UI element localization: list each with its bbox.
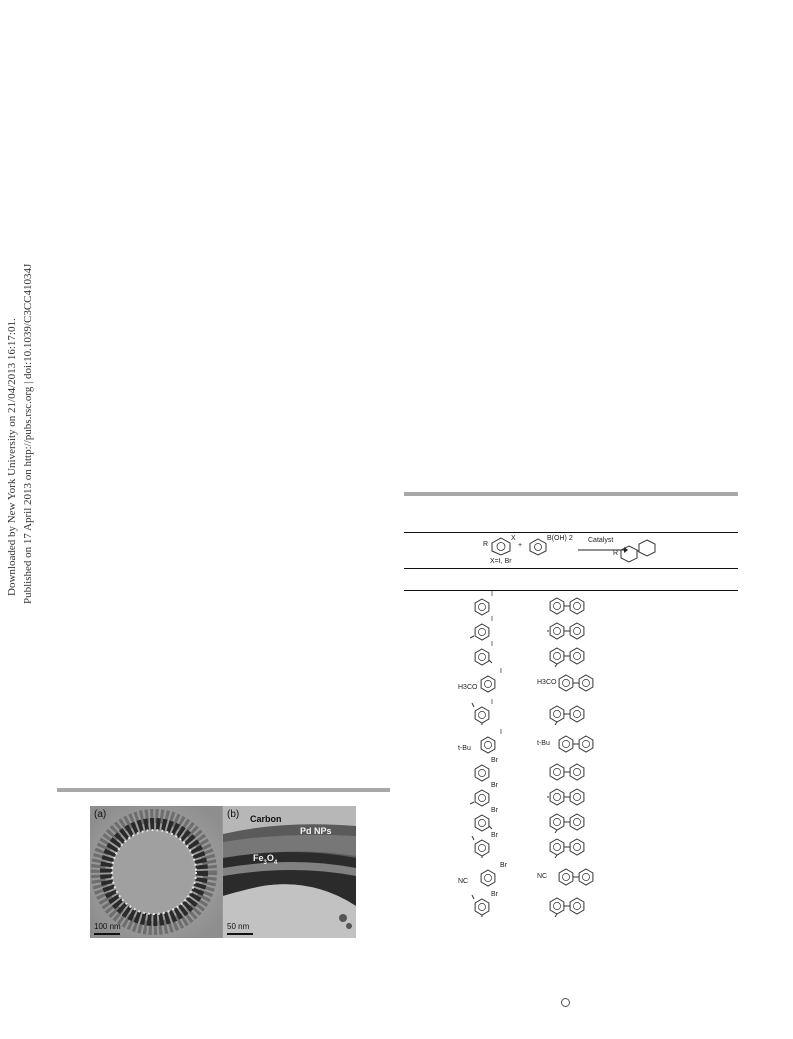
benzene-ring (475, 815, 489, 831)
aromatic-circle (553, 602, 560, 609)
aromatic-circle (478, 769, 485, 776)
benzene-ring (475, 649, 489, 665)
substrate-ring (470, 786, 496, 808)
scheme-product-r: R (613, 550, 619, 557)
aromatic-circle (573, 768, 580, 775)
aromatic-circle (553, 768, 560, 775)
benzene-ring (550, 839, 564, 855)
aromatic-circle (562, 740, 569, 747)
aromatic-circle (582, 873, 589, 880)
benzene-ring (570, 814, 584, 830)
benzene-ring (475, 765, 489, 781)
product-biphenyl (556, 672, 600, 694)
fe-text: Fe (253, 853, 264, 863)
o-text: O (266, 853, 274, 863)
substrate-substituent: t-Bu (458, 745, 471, 752)
product-biphenyl (547, 836, 591, 858)
benzene-ring (579, 869, 593, 885)
carbon-label: Carbon (250, 814, 282, 824)
bond-line (555, 830, 557, 833)
aromatic-circle (484, 741, 491, 748)
download-notice: Downloaded by New York University on 21/04/2013 16:17:01. (6, 318, 18, 596)
aryl-halide-ring (489, 536, 513, 556)
benzene-ring (570, 839, 584, 855)
benzene-ring (481, 870, 495, 886)
fe3o4-label (253, 853, 277, 866)
aromatic-circle (562, 873, 569, 880)
bond-line (470, 802, 474, 804)
benzene-ring (475, 790, 489, 806)
product-biphenyl (619, 538, 661, 564)
figure-rule (57, 788, 390, 792)
aromatic-circle (573, 793, 580, 800)
benzene-ring (579, 736, 593, 752)
halide-label: Br (491, 782, 498, 789)
tem-panel-b (223, 806, 356, 938)
product-biphenyl (547, 761, 591, 783)
bond-line (555, 855, 557, 858)
substrate-substituent: H3CO (458, 684, 478, 691)
aromatic-circle (484, 874, 491, 881)
halide-label: I (491, 641, 493, 648)
aromatic-circle (553, 627, 560, 634)
tem-image-a (90, 806, 222, 938)
benzene-ring (570, 598, 584, 614)
benzene-ring (579, 675, 593, 691)
page-marker-icon (561, 998, 570, 1007)
substrate-ring (470, 620, 496, 642)
tem-panel-a (90, 806, 222, 938)
substrate-substituent: NC (458, 878, 469, 885)
benzene-ring (550, 789, 564, 805)
halide-label: I (500, 668, 502, 675)
benzene-ring (475, 707, 489, 723)
product-biphenyl (556, 733, 600, 755)
o-subscript-4: 4 (273, 859, 278, 866)
bond-line (555, 914, 557, 917)
scale-label-b: 50 nm (227, 922, 250, 931)
aromatic-circle (573, 902, 580, 909)
benzene-ring (481, 737, 495, 753)
scale-bar-a (94, 933, 120, 935)
benzene-ring (559, 869, 573, 885)
halide-label: Br (491, 832, 498, 839)
benzene-ring (570, 898, 584, 914)
aromatic-circle (562, 679, 569, 686)
aromatic-circle (553, 902, 560, 909)
product-biphenyl (547, 703, 591, 725)
benzene-ring (475, 624, 489, 640)
substrate-ring (470, 811, 496, 833)
halide-label: Br (491, 807, 498, 814)
scale-bar-b (227, 933, 253, 935)
aromatic-circle (582, 679, 589, 686)
benzene-ring (570, 789, 584, 805)
benzene-ring (550, 598, 564, 614)
aromatic-circle (478, 844, 485, 851)
aromatic-circle (573, 843, 580, 850)
fe-subscript-3: 3 (263, 859, 267, 866)
aromatic-circle (553, 793, 560, 800)
substrate-ring (470, 761, 496, 783)
aromatic-circle (478, 603, 485, 610)
benzene-ring (475, 599, 489, 615)
aromatic-circle (573, 602, 580, 609)
aromatic-circle (573, 710, 580, 717)
table-rule-3 (404, 590, 738, 591)
benzene-ring (570, 764, 584, 780)
aromatic-circle (478, 794, 485, 801)
scheme-plus: + (518, 542, 523, 549)
benzene-ring (559, 675, 573, 691)
product-biphenyl (547, 645, 591, 667)
aromatic-circle (553, 652, 560, 659)
halide-label: Br (500, 862, 507, 869)
table-rule-2 (404, 568, 738, 569)
product-substituent: t-Bu (537, 740, 550, 747)
scheme-boronic (547, 535, 573, 542)
aromatic-circle (553, 818, 560, 825)
benzene-ring (475, 840, 489, 856)
boronic-acid-ring (528, 538, 548, 556)
halide-label: Br (491, 891, 498, 898)
aromatic-circle (573, 627, 580, 634)
aromatic-circle (573, 818, 580, 825)
substrate-ring (470, 595, 496, 617)
halide-label: I (491, 591, 493, 598)
benzene-ring (559, 736, 573, 752)
panel-a-label: (a) (94, 809, 107, 820)
bond-line (472, 703, 474, 707)
halide-label: I (491, 699, 493, 706)
aromatic-circle (478, 903, 485, 910)
benzene-ring (570, 623, 584, 639)
aromatic-circle (478, 628, 485, 635)
pd-nps-label: Pd NPs (300, 826, 332, 836)
substrate-ring (470, 703, 496, 725)
scheme-catalyst: Catalyst (588, 537, 614, 544)
halide-label: I (491, 616, 493, 623)
product-substituent: H3CO (537, 679, 557, 686)
bond-line (472, 836, 474, 840)
aromatic-circle (553, 710, 560, 717)
product-biphenyl (547, 811, 591, 833)
substrate-ring (476, 672, 502, 694)
aromatic-circle (478, 711, 485, 718)
bond-line (472, 895, 474, 899)
aromatic-circle (484, 680, 491, 687)
halide-label: I (500, 729, 502, 736)
substrate-ring (476, 733, 502, 755)
product-biphenyl (556, 866, 600, 888)
benzene-ring (550, 764, 564, 780)
scheme-x-label: X (511, 535, 516, 542)
benzene-ring (550, 814, 564, 830)
scheme-r-label: R (483, 541, 489, 548)
product-biphenyl (547, 595, 591, 617)
aromatic-circle (478, 653, 485, 660)
product-biphenyl (547, 786, 591, 808)
tem-image-b (223, 806, 356, 938)
aromatic-circle (478, 819, 485, 826)
scheme-x-note: X=I, Br (490, 558, 512, 565)
benzene-ring (570, 706, 584, 722)
product-substituent: NC (537, 873, 548, 880)
halide-label: Br (491, 757, 498, 764)
benzene-ring (481, 676, 495, 692)
benzene-ring (570, 648, 584, 664)
substrate-ring (470, 645, 496, 667)
benzene-ring (550, 648, 564, 664)
benzene-ring (550, 898, 564, 914)
benzene-ring (475, 899, 489, 915)
product-biphenyl (547, 895, 591, 917)
aromatic-circle (573, 652, 580, 659)
substrate-ring (476, 866, 502, 888)
benzene-ring (550, 706, 564, 722)
aromatic-circle (553, 843, 560, 850)
product-biphenyl (547, 620, 591, 642)
bond-line (555, 722, 557, 725)
benzene-ring (550, 623, 564, 639)
scale-label-a: 100 nm (94, 922, 121, 931)
bond-line (555, 664, 557, 667)
bond-line (489, 660, 492, 663)
aromatic-circle (582, 740, 589, 747)
table-top-rule (404, 492, 738, 496)
table-rule-1 (404, 532, 738, 533)
substrate-ring (470, 895, 496, 917)
bond-line (489, 826, 492, 829)
bond-line (470, 636, 474, 638)
boronic-text: B(OH) (547, 535, 567, 542)
tem-figure (90, 806, 356, 938)
boronic-subscript: 2 (568, 535, 573, 542)
publication-notice: Published on 17 April 2013 on http://pubs.rsc.org | doi:10.1039/C3CC41034J (22, 263, 34, 604)
panel-b-label: (b) (227, 809, 240, 820)
substrate-ring (470, 836, 496, 858)
